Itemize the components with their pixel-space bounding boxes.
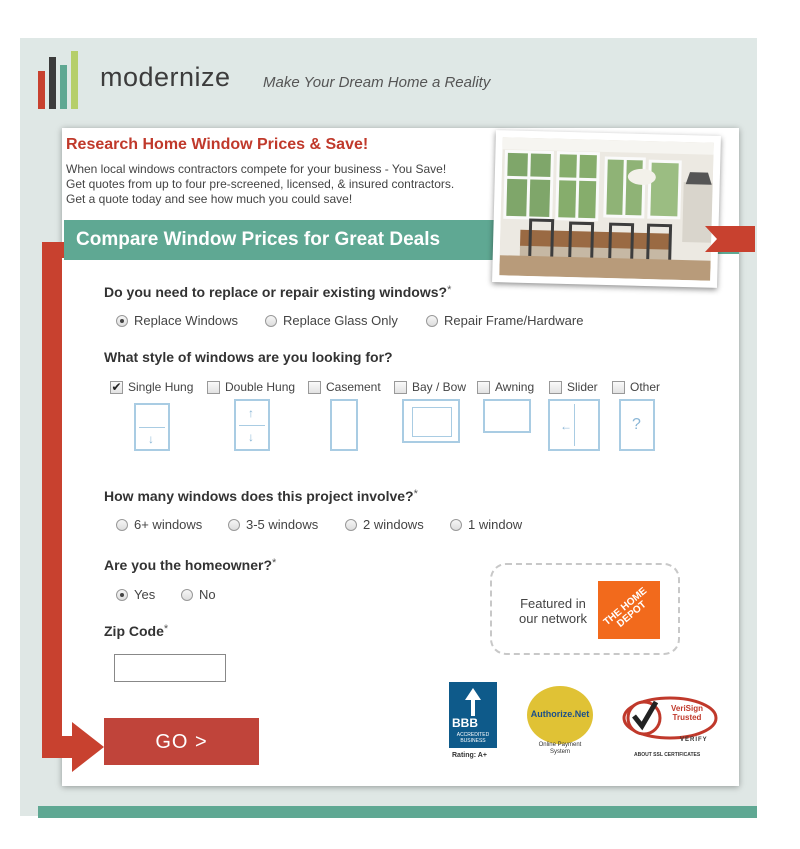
other-window-icon[interactable]: ? (619, 399, 655, 451)
other-checkbox[interactable] (612, 381, 625, 394)
intro-line-1: When local windows contractors compete for your business - You Save! (66, 162, 447, 176)
intro-line-2: Get quotes from up to four pre-screened, licensed, & insured contractors. (66, 177, 455, 191)
homeowner-question-label: Are you the homeowner?* (104, 557, 277, 573)
service-question-label: Do you need to replace or repair existing windows?* (104, 284, 452, 300)
awning-label: Awning (495, 380, 535, 394)
count-2-radio[interactable] (345, 519, 357, 531)
other-label: Other (630, 380, 661, 394)
ribbon-arrow-icon (705, 226, 755, 252)
intro-title: Research Home Window Prices & Save! (66, 136, 369, 153)
tagline: Make Your Dream Home a Reality (263, 74, 491, 91)
count-3-5-label: 3-5 windows (246, 517, 319, 532)
arrow-right-icon (42, 722, 104, 772)
bottom-stripe (38, 806, 757, 818)
repair-frame-radio[interactable] (426, 315, 438, 327)
bay-bow-label: Bay / Bow (412, 380, 467, 394)
go-button[interactable]: GO > (104, 718, 259, 765)
homeowner-yes-option[interactable] (116, 587, 155, 602)
count-6plus-radio[interactable] (116, 519, 128, 531)
style-other-option[interactable] (612, 380, 660, 394)
kitchen-photo (492, 130, 721, 288)
homeowner-yes-radio[interactable] (116, 589, 128, 601)
repair-frame-label: Repair Frame/Hardware (444, 313, 584, 328)
single-hung-window-icon[interactable]: ↓ (134, 403, 170, 451)
home-depot-logo: THE HOME DEPOT (598, 581, 660, 639)
slider-checkbox[interactable] (549, 381, 562, 394)
replace-windows-label: Replace Windows (134, 313, 239, 328)
awning-checkbox[interactable] (477, 381, 490, 394)
double-hung-checkbox[interactable] (207, 381, 220, 394)
count-1-option[interactable] (450, 517, 522, 532)
count-question-label: How many windows does this project involve?* (104, 488, 418, 504)
count-1-radio[interactable] (450, 519, 462, 531)
style-bay-bow-option[interactable] (394, 380, 466, 394)
style-single-hung-option[interactable] (110, 380, 193, 394)
count-6plus-label: 6+ windows (134, 517, 203, 532)
slider-window-icon[interactable]: ← (548, 399, 600, 451)
intro-line-3: Get a quote today and see how much you could save! (66, 192, 353, 206)
slider-label: Slider (567, 380, 598, 394)
zip-label: Zip Code* (104, 623, 169, 639)
section-banner-title: Compare Window Prices for Great Deals (76, 229, 441, 250)
homeowner-yes-label: Yes (134, 587, 156, 602)
replace-glass-radio[interactable] (265, 315, 277, 327)
kitchen-image-icon (499, 137, 714, 280)
authorize-net-sub: Online Payment System (538, 742, 582, 755)
homeowner-no-option[interactable] (181, 587, 216, 602)
count-2-option[interactable] (345, 517, 424, 532)
replace-windows-option[interactable] (116, 313, 238, 328)
torch-icon (461, 688, 485, 716)
double-hung-label: Double Hung (225, 380, 296, 394)
bay-bow-window-icon[interactable] (402, 399, 460, 443)
verisign-label: VeriSign Trusted (670, 704, 703, 722)
count-1-label: 1 window (468, 517, 523, 532)
casement-window-icon[interactable] (330, 399, 358, 451)
awning-window-icon[interactable] (483, 399, 531, 433)
count-3-5-option[interactable] (228, 517, 318, 532)
style-slider-option[interactable] (549, 380, 598, 394)
replace-windows-radio[interactable] (116, 315, 128, 327)
replace-glass-option[interactable] (265, 313, 398, 328)
modernize-logo-icon[interactable] (38, 51, 90, 109)
verisign-verify[interactable]: VERIFY (680, 737, 708, 743)
authorize-net-label: Authorize.Net (530, 709, 590, 719)
single-hung-checkbox[interactable]: ✔ (111, 379, 122, 394)
bbb-badge[interactable]: BBB ACCREDITED BUSINESS Rating: A+ (449, 682, 497, 764)
brand-name[interactable]: modernize (100, 62, 231, 92)
style-awning-option[interactable] (477, 380, 534, 394)
zip-input[interactable] (114, 654, 226, 682)
replace-glass-label: Replace Glass Only (283, 313, 398, 328)
homeowner-no-radio[interactable] (181, 589, 193, 601)
style-casement-option[interactable] (308, 380, 381, 394)
count-2-label: 2 windows (363, 517, 424, 532)
homeowner-no-label: No (199, 587, 216, 602)
ssl-certificates-link[interactable]: ABOUT SSL CERTIFICATES (634, 752, 701, 758)
repair-frame-option[interactable] (426, 313, 583, 328)
casement-label: Casement (326, 380, 381, 394)
decorative-arrow-line (42, 250, 62, 750)
style-double-hung-option[interactable] (207, 380, 295, 394)
count-6plus-option[interactable] (116, 517, 202, 532)
single-hung-label: Single Hung (128, 380, 194, 394)
casement-checkbox[interactable] (308, 381, 321, 394)
double-hung-window-icon[interactable]: ↑ ↓ (234, 399, 270, 451)
style-question-label: What style of windows are you looking for? (104, 349, 393, 365)
bay-bow-checkbox[interactable] (394, 381, 407, 394)
featured-text: Featured in our network (519, 596, 587, 626)
count-3-5-radio[interactable] (228, 519, 240, 531)
